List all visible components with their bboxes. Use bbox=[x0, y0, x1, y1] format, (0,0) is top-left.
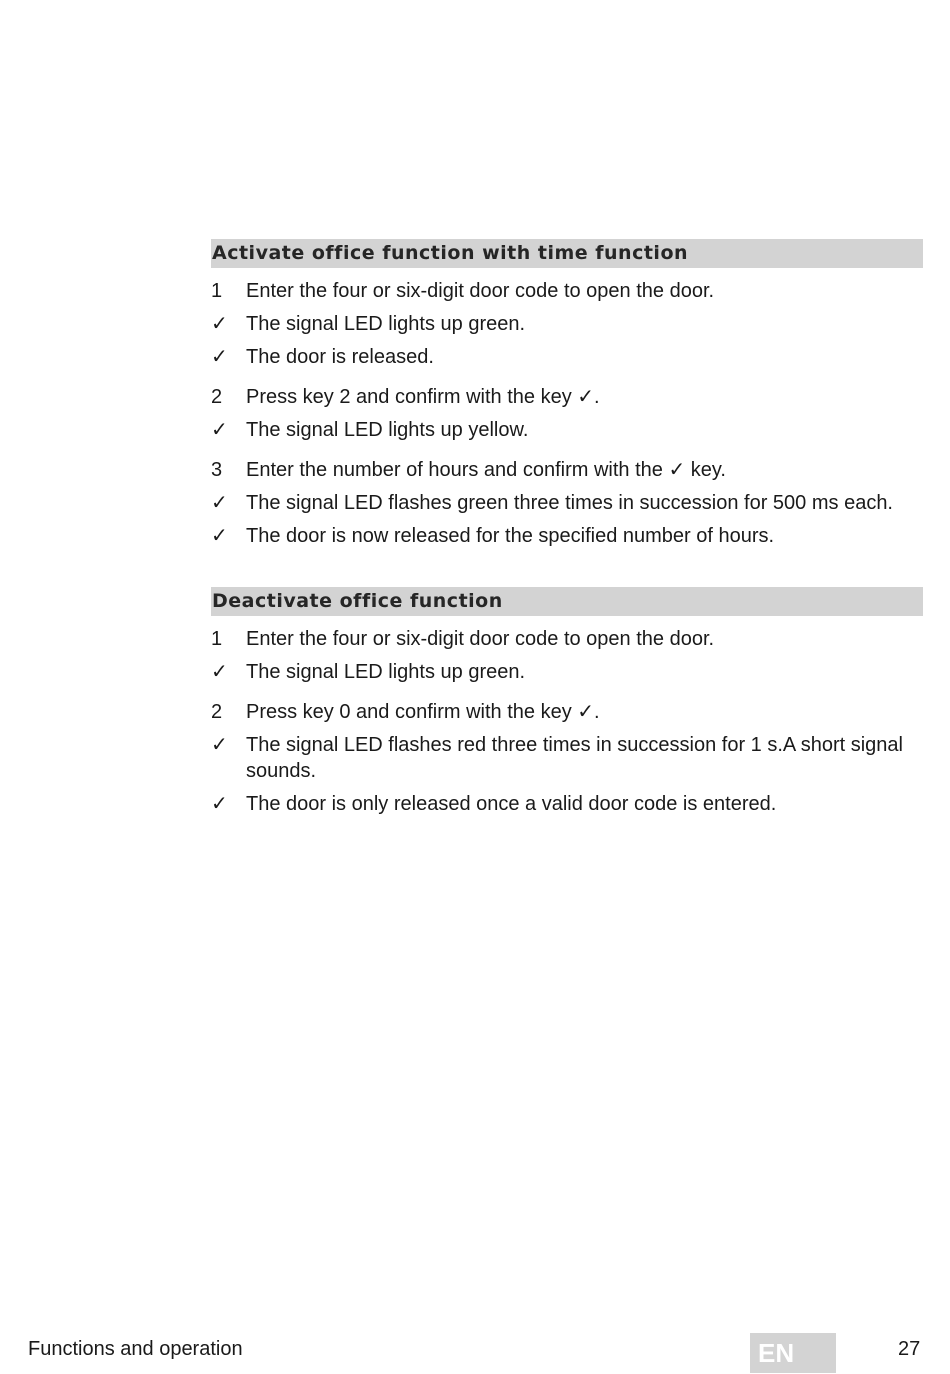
language-badge bbox=[750, 1333, 836, 1373]
result-text: The signal LED lights up yellow. bbox=[246, 419, 529, 441]
step-number: 2 bbox=[211, 701, 223, 723]
list-item bbox=[211, 278, 923, 304]
step-text: Press key 0 and confirm with the key ✓. bbox=[246, 701, 600, 723]
list-item bbox=[211, 523, 923, 549]
list-item bbox=[211, 457, 923, 483]
list-item bbox=[211, 732, 923, 784]
list-item bbox=[211, 699, 923, 725]
step-text: Enter the number of hours and confirm with the ✓ key. bbox=[246, 459, 726, 481]
result-text: The door is released. bbox=[246, 346, 434, 368]
list-item bbox=[211, 626, 923, 652]
checkmark-icon: ✓ bbox=[211, 525, 228, 547]
list-item bbox=[211, 659, 923, 685]
checkmark-icon: ✓ bbox=[211, 793, 228, 815]
footer-section-name: Functions and operation bbox=[28, 1338, 243, 1360]
list-item bbox=[211, 791, 923, 817]
step-text: Enter the four or six-digit door code to open the door. bbox=[246, 280, 715, 302]
section-deactivate-office-function bbox=[211, 587, 923, 824]
list-item bbox=[211, 490, 923, 516]
step-text: Press key 2 and confirm with the key ✓. bbox=[246, 386, 600, 408]
checkmark-icon: ✓ bbox=[211, 419, 228, 441]
checkmark-icon: ✓ bbox=[211, 492, 228, 514]
step-number: 2 bbox=[211, 386, 223, 408]
result-text: The door is only released once a valid door code is entered. bbox=[246, 793, 777, 815]
result-text: The signal LED flashes red three times in succession for 1 s.A short signal sounds. bbox=[246, 734, 903, 782]
result-text: The signal LED lights up green. bbox=[246, 661, 526, 683]
page-number: 27 bbox=[898, 1338, 921, 1360]
list-item bbox=[211, 417, 923, 443]
result-text: The signal LED lights up green. bbox=[246, 313, 526, 335]
list-item bbox=[211, 384, 923, 410]
list-item bbox=[211, 311, 923, 337]
result-text: The signal LED flashes green three times in succession for 500 ms each. bbox=[246, 492, 893, 514]
checkmark-icon: ✓ bbox=[211, 346, 228, 368]
result-text: The door is now released for the specified number of hours. bbox=[246, 525, 775, 547]
step-number: 1 bbox=[211, 628, 223, 650]
step-text: Enter the four or six-digit door code to open the door. bbox=[246, 628, 715, 650]
section-heading: Deactivate office function bbox=[211, 587, 923, 616]
section-heading: Activate office function with time function bbox=[211, 239, 923, 268]
checkmark-icon: ✓ bbox=[211, 734, 228, 756]
checkmark-icon: ✓ bbox=[211, 661, 228, 683]
section-activate-office-function bbox=[211, 239, 923, 556]
list-item bbox=[211, 344, 923, 370]
step-number: 1 bbox=[211, 280, 223, 302]
language-label: EN bbox=[758, 1338, 795, 1368]
step-number: 3 bbox=[211, 459, 223, 481]
checkmark-icon: ✓ bbox=[211, 313, 228, 335]
